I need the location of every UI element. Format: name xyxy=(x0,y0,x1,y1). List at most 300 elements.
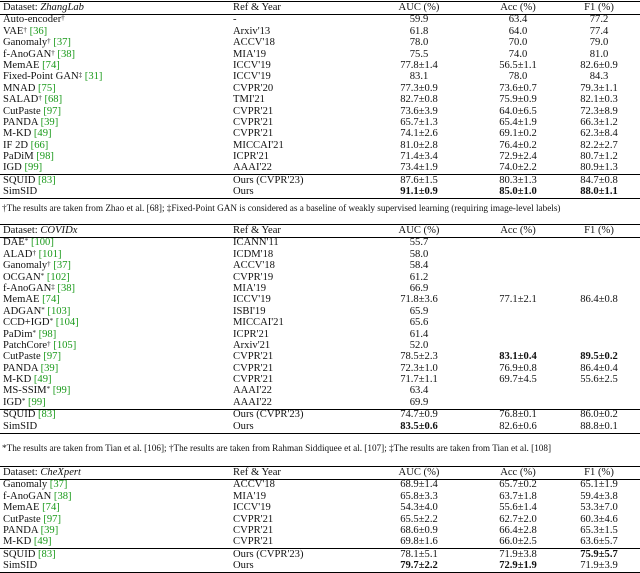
venue-cell: Ours xyxy=(230,421,360,433)
method-cell xyxy=(0,375,230,386)
method-name: f-AnoGAN xyxy=(3,48,52,60)
citation-link[interactable]: [105] xyxy=(53,339,77,351)
table-row xyxy=(0,175,640,187)
venue-cell: CVPR'21 xyxy=(233,128,274,140)
method-name: VAE xyxy=(3,25,24,37)
venue-cell: MIA'19 xyxy=(233,48,267,60)
acc-cell xyxy=(478,238,558,250)
citation-link[interactable]: [74] xyxy=(42,502,60,514)
table-header xyxy=(0,467,640,480)
f1-cell: 86.4±0.8 xyxy=(580,294,618,306)
method-name: MNAD xyxy=(3,82,36,94)
method-name: f-AnoGAN xyxy=(3,490,52,502)
auc-cell: 58.4 xyxy=(409,260,429,272)
method-name: Ganomaly xyxy=(3,479,48,491)
acc-cell: 82.6±0.6 xyxy=(478,421,558,433)
acc-cell: 69.1±0.2 xyxy=(499,128,537,140)
acc-cell: 76.9±0.8 xyxy=(499,362,537,374)
citation-link[interactable]: [99] xyxy=(24,162,43,174)
citation-link[interactable]: [83] xyxy=(38,548,56,560)
method-name: Ganomaly xyxy=(3,260,48,272)
auc-cell: 69.9 xyxy=(409,396,429,408)
f1-cell: 86.0±0.2 xyxy=(558,409,640,421)
method-name: Fixed-Point GAN xyxy=(3,71,79,83)
venue-cell: MICCAI'21 xyxy=(233,317,284,329)
venue-cell: Ours (CVPR'23) xyxy=(230,175,360,187)
f1-cell: 65.1±1.9 xyxy=(580,479,618,491)
f1-cell xyxy=(558,238,640,250)
method-name: Ganomaly xyxy=(3,37,48,49)
table-row xyxy=(0,329,640,340)
venue-cell: ICCV'19 xyxy=(233,294,271,306)
table-row xyxy=(0,238,640,250)
auc-cell: 81.0±2.8 xyxy=(400,139,438,151)
acc-cell: 64.0±6.5 xyxy=(499,105,537,117)
acc-cell xyxy=(478,284,558,295)
f1-cell: 84.7±0.8 xyxy=(558,175,640,187)
method-cell xyxy=(0,38,230,49)
citation-link[interactable]: [101] xyxy=(38,248,62,260)
table-row xyxy=(0,549,640,561)
f1-cell xyxy=(558,249,640,260)
method-cell xyxy=(0,72,230,83)
table-footnote: *The results are taken from Tian et al. [106]; †The results are taken from Rahman Siddiquee et al. [107]; ‡The results are taken from Tian et al. [108] xyxy=(2,443,552,453)
acc-cell: 74.0 xyxy=(508,48,528,60)
table-header xyxy=(0,2,640,15)
table-row xyxy=(0,83,640,94)
f1-cell xyxy=(558,329,640,340)
citation-link[interactable]: [99] xyxy=(28,396,46,408)
auc-cell: 91.1±0.9 xyxy=(360,187,478,199)
f1-cell: 60.3±4.6 xyxy=(580,513,618,525)
acc-cell: 76.4±0.2 xyxy=(499,139,537,151)
method-name: PANDA xyxy=(3,524,38,536)
method-cell xyxy=(0,295,230,306)
auc-cell: 79.7±2.2 xyxy=(360,561,478,573)
auc-cell: 58.0 xyxy=(409,248,429,260)
acc-cell: 83.1±0.4 xyxy=(499,351,537,363)
method-name: MemAE xyxy=(3,59,40,71)
acc-cell: 74.0±2.2 xyxy=(499,162,537,174)
method-cell xyxy=(0,503,230,514)
table-row xyxy=(0,49,640,60)
auc-cell: 55.7 xyxy=(409,237,429,249)
method-footnote-mark: * xyxy=(32,328,36,337)
venue-cell: ICDM'18 xyxy=(233,248,274,260)
auc-cell: 73.6±3.9 xyxy=(400,105,438,117)
table-row xyxy=(0,561,640,573)
citation-link[interactable]: [83] xyxy=(38,174,56,186)
auc-cell: 72.3±1.0 xyxy=(400,362,438,374)
venue-cell: ISBI'19 xyxy=(233,305,266,317)
auc-header: AUC (%) xyxy=(360,2,478,15)
venue-cell: ICCV'19 xyxy=(233,502,271,514)
acc-cell: 63.7±1.8 xyxy=(499,490,537,502)
f1-cell xyxy=(558,397,640,409)
table-row xyxy=(0,140,640,151)
venue-cell: ICCV'19 xyxy=(233,59,271,71)
method-name: PaDim xyxy=(3,328,33,340)
method-footnote-mark: † xyxy=(47,37,51,46)
auc-cell: 65.9 xyxy=(409,305,429,317)
f1-cell: 86.4±0.4 xyxy=(580,362,618,374)
acc-header: Acc (%) xyxy=(478,2,558,15)
acc-cell xyxy=(478,272,558,283)
f1-cell: 55.6±2.5 xyxy=(580,374,618,386)
table-row xyxy=(0,397,640,409)
f1-cell: 59.4±3.8 xyxy=(580,490,618,502)
acc-cell: 76.8±0.1 xyxy=(478,409,558,421)
acc-header: Acc (%) xyxy=(478,225,558,238)
acc-cell xyxy=(478,318,558,329)
table-chexpert xyxy=(0,466,640,573)
table-row xyxy=(0,480,640,492)
method-cell xyxy=(0,386,230,397)
citation-link[interactable]: [97] xyxy=(43,351,61,363)
method-name: MS-SSIM xyxy=(3,385,47,397)
f1-cell: 82.1±0.3 xyxy=(580,94,618,106)
method-name: DAE xyxy=(3,237,25,249)
table-row xyxy=(0,187,640,199)
auc-header: AUC (%) xyxy=(360,467,478,480)
citation-link[interactable]: [74] xyxy=(42,294,60,306)
method-name: CutPaste xyxy=(3,513,41,525)
method-cell xyxy=(0,261,230,272)
acc-cell: 65.7±0.2 xyxy=(499,479,537,491)
method-name: ALAD xyxy=(3,248,33,260)
acc-cell: 55.6±1.4 xyxy=(499,502,537,514)
method-cell xyxy=(0,272,230,283)
method-name: SQUID xyxy=(3,409,36,421)
f1-cell: 77.2 xyxy=(589,14,609,26)
method-cell xyxy=(0,26,230,37)
acc-cell xyxy=(478,397,558,409)
acc-cell: 63.4 xyxy=(508,14,528,26)
table-footnote: †The results are taken from Zhao et al. [68]; ‡Fixed-Point GAN is considered as a baseline of weakly supervised learning (requiring image-level labels) xyxy=(2,203,561,213)
method-footnote-mark: † xyxy=(47,260,51,269)
method-name: OCGAN xyxy=(3,271,41,283)
auc-cell: 83.1 xyxy=(409,71,429,83)
method-cell xyxy=(0,129,230,140)
method-cell xyxy=(0,341,230,352)
table-row xyxy=(0,284,640,295)
table-row xyxy=(0,129,640,140)
method-name: SALAD xyxy=(3,94,39,106)
method-cell xyxy=(0,83,230,94)
acc-cell: 78.0 xyxy=(508,71,528,83)
method-footnote-mark: † xyxy=(38,94,42,103)
method-cell xyxy=(0,421,230,433)
f1-cell: 89.5±0.2 xyxy=(580,351,618,363)
auc-cell: 78.5±2.3 xyxy=(400,351,438,363)
citation-link[interactable]: [36] xyxy=(29,25,48,37)
acc-cell xyxy=(478,329,558,340)
venue-cell: CVPR'21 xyxy=(233,536,274,548)
method-footnote-mark: * xyxy=(21,396,26,405)
acc-cell: 69.7±4.5 xyxy=(499,374,537,386)
table-row xyxy=(0,152,640,163)
table-row xyxy=(0,106,640,117)
method-footnote-mark: * xyxy=(24,237,29,246)
method-cell xyxy=(0,491,230,502)
venue-cell: Ours (CVPR'23) xyxy=(230,549,360,561)
acc-cell: 77.1±2.1 xyxy=(499,294,537,306)
venue-cell: CVPR'21 xyxy=(233,524,274,536)
venue-cell: ACCV'18 xyxy=(233,37,275,49)
citation-link[interactable]: [39] xyxy=(40,116,59,128)
acc-cell xyxy=(478,261,558,272)
dataset-header: Dataset: CheXpert xyxy=(0,467,230,480)
auc-cell: 74.7±0.9 xyxy=(360,409,478,421)
acc-cell: 73.6±0.7 xyxy=(499,82,537,94)
table-row xyxy=(0,341,640,352)
method-cell xyxy=(0,118,230,129)
venue-cell: MICCAI'21 xyxy=(233,139,284,151)
table-row xyxy=(0,375,640,386)
citation-link[interactable]: [37] xyxy=(49,479,68,491)
method-name: SimSID xyxy=(3,560,38,572)
method-name: M-KD xyxy=(3,128,32,140)
table-row xyxy=(0,537,640,549)
method-name: IF 2D xyxy=(3,139,29,151)
method-name: SimSID xyxy=(3,186,38,198)
method-cell xyxy=(0,537,230,549)
table-row xyxy=(0,503,640,514)
venue-cell: MIA'19 xyxy=(233,282,267,294)
method-cell xyxy=(0,61,230,72)
method-name: IGD xyxy=(3,396,22,408)
table-row xyxy=(0,306,640,317)
method-name: SimSID xyxy=(3,420,38,432)
f1-cell xyxy=(558,306,640,317)
method-footnote-mark: * xyxy=(41,305,45,314)
auc-cell: 65.8±3.3 xyxy=(400,490,438,502)
venue-cell: CVPR'21 xyxy=(233,116,274,128)
method-cell xyxy=(0,352,230,363)
f1-cell: 88.8±0.1 xyxy=(558,421,640,433)
method-footnote-mark: † xyxy=(47,339,51,348)
table-row xyxy=(0,15,640,27)
f1-cell xyxy=(558,284,640,295)
auc-cell: 59.9 xyxy=(409,14,429,26)
method-cell xyxy=(0,284,230,295)
venue-cell: - xyxy=(233,14,237,26)
method-cell xyxy=(0,15,230,27)
f1-cell: 81.0 xyxy=(589,48,609,60)
table-row xyxy=(0,95,640,106)
citation-link[interactable]: [38] xyxy=(57,48,76,60)
auc-cell: 52.0 xyxy=(409,339,429,351)
venue-cell: ICPR'21 xyxy=(233,328,270,340)
acc-cell: 64.0 xyxy=(508,25,528,37)
citation-link[interactable]: [31] xyxy=(84,71,103,83)
dataset-header: Dataset: COVIDx xyxy=(0,225,230,238)
auc-cell: 77.8±1.4 xyxy=(400,59,438,71)
table-row xyxy=(0,295,640,306)
citation-link[interactable]: [49] xyxy=(33,374,52,386)
table-row xyxy=(0,272,640,283)
venue-cell: AAAI'22 xyxy=(233,396,272,408)
venue-cell: TMI'21 xyxy=(233,94,265,106)
auc-cell: 65.7±1.3 xyxy=(400,116,438,128)
acc-cell: 72.9±1.9 xyxy=(478,561,558,573)
method-footnote-mark: * xyxy=(49,317,54,326)
citation-link[interactable]: [75] xyxy=(38,82,56,94)
citation-link[interactable]: [83] xyxy=(38,409,56,421)
method-footnote-mark: * xyxy=(46,385,51,394)
f1-cell: 72.3±8.9 xyxy=(580,105,618,117)
acc-cell: 56.5±1.1 xyxy=(499,59,537,71)
venue-cell: CVPR'21 xyxy=(233,105,274,117)
method-name: IGD xyxy=(3,162,22,174)
citation-link[interactable]: [102] xyxy=(46,271,70,283)
method-footnote-mark: ‡ xyxy=(78,71,83,80)
citation-link[interactable]: [97] xyxy=(43,105,61,117)
table-row xyxy=(0,386,640,397)
ref-year-header: Ref & Year xyxy=(230,467,360,480)
auc-cell: 66.9 xyxy=(409,282,429,294)
auc-cell: 71.4±3.4 xyxy=(400,151,438,163)
f1-cell: 82.2±2.7 xyxy=(580,139,618,151)
method-cell xyxy=(0,187,230,199)
acc-header: Acc (%) xyxy=(478,467,558,480)
f1-cell: 75.9±5.7 xyxy=(558,549,640,561)
f1-cell: 80.9±1.3 xyxy=(580,162,618,174)
citation-link[interactable]: [37] xyxy=(53,260,71,272)
f1-header: F1 (%) xyxy=(558,467,640,480)
venue-cell: Arxiv'21 xyxy=(233,339,271,351)
citation-link[interactable]: [68] xyxy=(44,94,63,106)
acc-cell: 66.4±2.8 xyxy=(499,524,537,536)
f1-cell: 88.0±1.1 xyxy=(558,187,640,199)
citation-link[interactable]: [97] xyxy=(43,513,61,525)
auc-cell: 68.9±1.4 xyxy=(400,479,438,491)
citation-link[interactable]: [66] xyxy=(30,139,49,151)
auc-cell: 78.1±5.1 xyxy=(360,549,478,561)
method-name: SQUID xyxy=(3,548,36,560)
auc-cell: 74.1±2.6 xyxy=(400,128,438,140)
method-name: SQUID xyxy=(3,174,36,186)
auc-cell: 75.5 xyxy=(409,48,429,60)
citation-link[interactable]: [99] xyxy=(52,385,71,397)
acc-cell: 65.4±1.9 xyxy=(499,116,537,128)
venue-cell: Ours xyxy=(230,561,360,573)
method-cell xyxy=(0,140,230,151)
auc-cell: 71.7±1.1 xyxy=(400,374,438,386)
method-cell xyxy=(0,49,230,60)
venue-cell: Ours (CVPR'23) xyxy=(230,409,360,421)
method-name: Auto-encoder xyxy=(3,14,62,26)
acc-cell xyxy=(478,249,558,260)
venue-cell: AAAI'22 xyxy=(233,162,272,174)
auc-cell: 78.0 xyxy=(409,37,429,49)
auc-cell: 68.6±0.9 xyxy=(400,524,438,536)
auc-cell: 65.5±2.2 xyxy=(400,513,438,525)
citation-link[interactable]: [38] xyxy=(53,490,72,502)
auc-cell: 61.2 xyxy=(409,271,429,283)
method-cell xyxy=(0,514,230,525)
table-row xyxy=(0,38,640,49)
method-cell xyxy=(0,175,230,187)
f1-cell: 71.9±3.9 xyxy=(558,561,640,573)
f1-cell: 62.3±8.4 xyxy=(580,128,618,140)
venue-cell: MIA'19 xyxy=(233,490,267,502)
table-zhanglab xyxy=(0,1,640,199)
acc-cell: 70.0 xyxy=(508,37,528,49)
citation-link[interactable]: [100] xyxy=(30,237,54,249)
f1-cell: 66.3±1.2 xyxy=(580,116,618,128)
ref-year-header: Ref & Year xyxy=(230,225,360,238)
table-header xyxy=(0,225,640,238)
table-row xyxy=(0,249,640,260)
method-name: f-AnoGAN xyxy=(3,282,52,294)
method-cell xyxy=(0,163,230,175)
venue-cell: ICPR'21 xyxy=(233,151,270,163)
acc-cell: 75.9±0.9 xyxy=(499,94,537,106)
table-row xyxy=(0,514,640,525)
method-name: ADGAN xyxy=(3,305,42,317)
method-name: PaDiM xyxy=(3,151,34,163)
citation-link[interactable]: [104] xyxy=(55,317,79,329)
citation-link[interactable]: [37] xyxy=(53,37,71,49)
f1-cell: 63.6±5.7 xyxy=(580,536,618,548)
method-cell xyxy=(0,480,230,492)
citation-link[interactable]: [39] xyxy=(40,524,59,536)
method-footnote-mark: * xyxy=(40,271,45,280)
table-covidx xyxy=(0,224,640,434)
venue-cell: CVPR'21 xyxy=(233,374,274,386)
acc-cell: 85.0±1.0 xyxy=(478,187,558,199)
method-cell xyxy=(0,249,230,260)
citation-link[interactable]: [103] xyxy=(47,305,71,317)
table-row xyxy=(0,409,640,421)
table-row xyxy=(0,491,640,502)
citation-link[interactable]: [38] xyxy=(57,282,76,294)
f1-cell xyxy=(558,386,640,397)
method-footnote-mark: † xyxy=(51,48,55,57)
acc-cell: 72.9±2.4 xyxy=(499,151,537,163)
auc-cell: 77.3±0.9 xyxy=(400,82,438,94)
method-name: PANDA xyxy=(3,116,38,128)
citation-link[interactable]: [49] xyxy=(33,128,52,140)
venue-cell: AAAI'22 xyxy=(233,385,272,397)
method-cell xyxy=(0,238,230,250)
auc-cell: 82.7±0.8 xyxy=(400,94,438,106)
method-footnote-mark: † xyxy=(23,25,27,34)
method-cell xyxy=(0,526,230,537)
table-row xyxy=(0,421,640,433)
method-footnote-mark: † xyxy=(32,248,36,257)
citation-link[interactable]: [49] xyxy=(33,536,52,548)
venue-cell: ACCV'18 xyxy=(233,260,275,272)
method-cell xyxy=(0,318,230,329)
ref-year-header: Ref & Year xyxy=(230,2,360,15)
auc-cell: 61.8 xyxy=(409,25,429,37)
acc-cell: 80.3±1.3 xyxy=(478,175,558,187)
venue-cell: CVPR'20 xyxy=(233,82,274,94)
venue-cell: CVPR'21 xyxy=(233,362,274,374)
citation-link[interactable]: [74] xyxy=(42,59,60,71)
auc-cell: 73.4±1.9 xyxy=(400,162,438,174)
venue-cell: CVPR'21 xyxy=(233,351,274,363)
table-row xyxy=(0,163,640,175)
citation-link[interactable]: [98] xyxy=(38,328,57,340)
method-cell xyxy=(0,106,230,117)
citation-link[interactable]: [39] xyxy=(40,362,59,374)
table-row xyxy=(0,118,640,129)
citation-link[interactable]: [98] xyxy=(36,151,54,163)
auc-cell: 69.8±1.6 xyxy=(400,536,438,548)
